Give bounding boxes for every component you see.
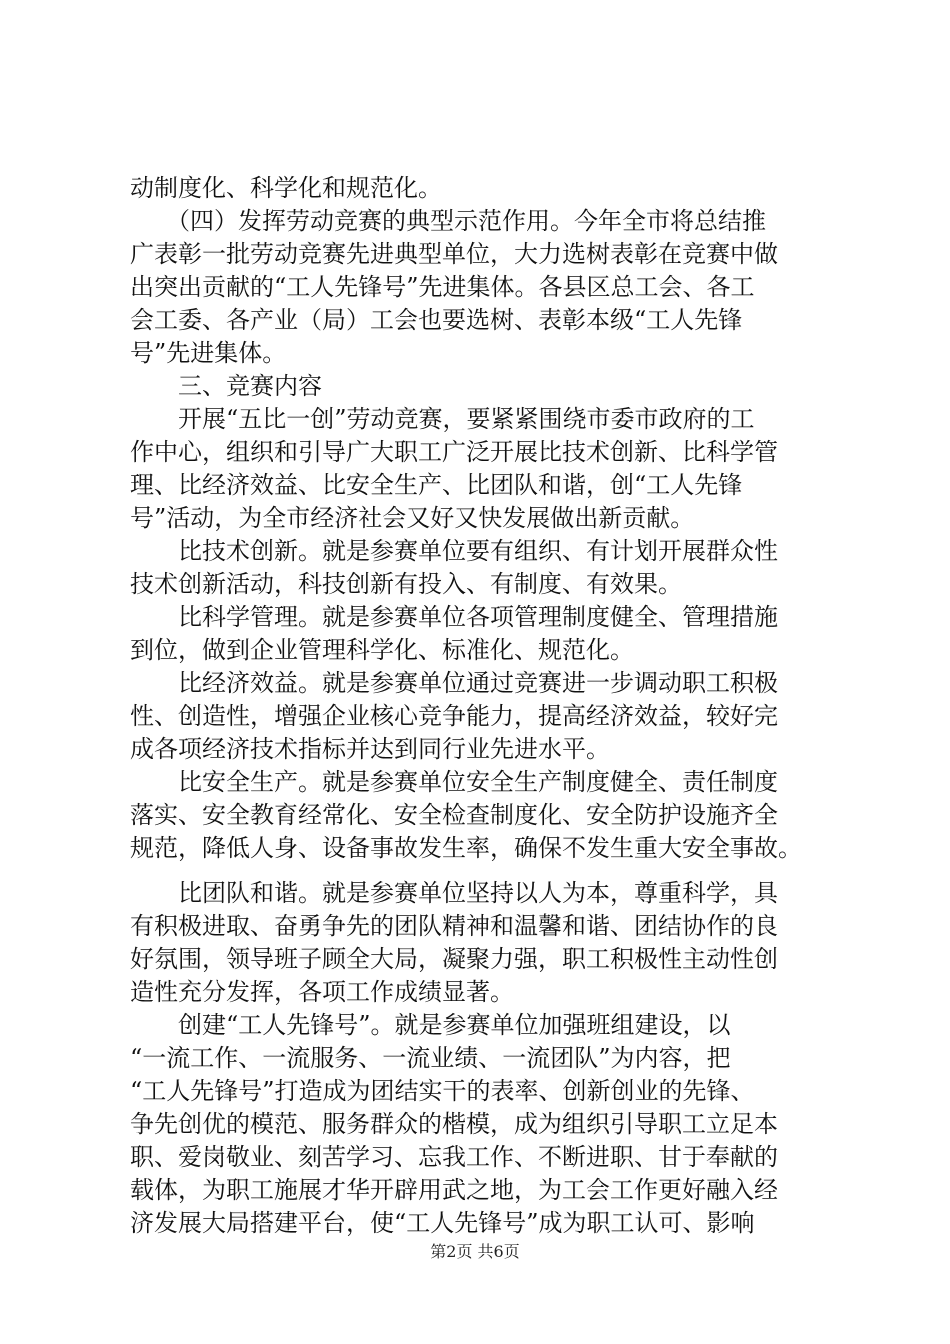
text-line: 作中心，组织和引导广大职工广泛开展比技术创新、比科学管 [130,438,778,466]
text-line: “一流工作、一流服务、一流业绩、一流团队”为内容，把 [130,1044,731,1072]
text-line: 动制度化、科学化和规范化。 [130,174,442,202]
page-number: 第2页 共6页 [430,1242,520,1261]
text-line: 比技术创新。就是参赛单位要有组织、有计划开展群众性 [130,537,778,565]
text-line: 出突出贡献的“工人先锋号”先进集体。各县区总工会、各工 [130,273,755,301]
text-line: 比经济效益。就是参赛单位通过竞赛进一步调动职工积极 [130,669,778,697]
text-line: 比团队和谐。就是参赛单位坚持以人为本，尊重科学，具 [130,879,778,907]
text-line: （四）发挥劳动竞赛的典型示范作用。今年全市将总结推 [130,207,766,235]
text-line: 到位，做到企业管理科学化、标准化、规范化。 [130,636,634,664]
text-line: 落实、安全教育经常化、安全检查制度化、安全防护设施齐全 [130,801,778,829]
text-line: 理、比经济效益、比安全生产、比团队和谐，创“工人先锋 [130,471,743,499]
text-line: 创建“工人先锋号”。就是参赛单位加强班组建设，以 [130,1011,731,1039]
text-line: 开展“五比一创”劳动竞赛，要紧紧围绕市委市政府的工 [130,405,755,433]
text-line: 会工委、各产业（局）工会也要选树、表彰本级“工人先锋 [130,306,743,334]
text-line: “工人先锋号”打造成为团结实干的表率、创新创业的先锋、 [130,1077,755,1105]
text-line: 载体，为职工施展才华开辟用武之地，为工会工作更好融入经 [130,1176,778,1204]
text-line: 规范，降低人身、设备事故发生率，确保不发生重大安全事故。 [130,834,802,862]
text-line: 造性充分发挥，各项工作成绩显著。 [130,978,514,1006]
text-line: 济发展大局搭建平台，使“工人先锋号”成为职工认可、影响 [130,1209,755,1237]
text-line: 广表彰一批劳动竞赛先进典型单位，大力选树表彰在竞赛中做 [130,240,778,268]
text-line: 技术创新活动，科技创新有投入、有制度、有效果。 [130,570,682,598]
text-line: 号”先进集体。 [130,339,287,367]
text-line: 好氛围，领导班子顾全大局，凝聚力强，职工积极性主动性创 [130,945,778,973]
text-line: 性、创造性，增强企业核心竞争能力，提高经济效益，较好完 [130,702,778,730]
text-line: 有积极进取、奋勇争先的团队精神和温馨和谐、团结协作的良 [130,912,778,940]
section-heading: 三、竞赛内容 [130,372,322,400]
text-line: 比科学管理。就是参赛单位各项管理制度健全、管理措施 [130,603,778,631]
text-line: 职、爱岗敬业、刻苦学习、忘我工作、不断进职、甘于奉献的 [130,1143,778,1171]
text-line: 成各项经济技术指标并达到同行业先进水平。 [130,735,610,763]
text-line: 比安全生产。就是参赛单位安全生产制度健全、责任制度 [130,768,778,796]
text-line: 争先创优的模范、服务群众的楷模，成为组织引导职工立足本 [130,1110,778,1138]
text-line: 号”活动，为全市经济社会又好又快发展做出新贡献。 [130,504,695,532]
